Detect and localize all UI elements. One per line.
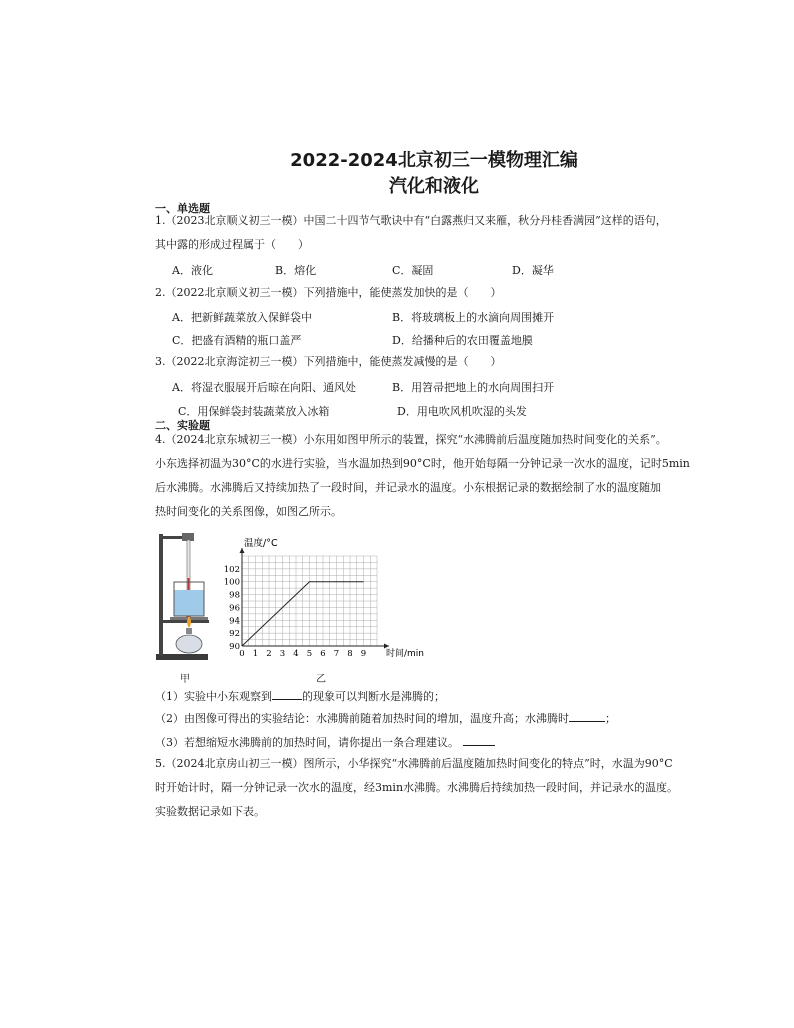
chart-y-tick-label: 90 (229, 642, 240, 652)
q1-option-b: B．熔化 (275, 264, 317, 277)
q4-sub3-text: （3）若想缩短水沸腾前的加热时间，请你提出一条合理建议。 (155, 736, 459, 749)
chart-axes (240, 548, 390, 649)
chart-y-tick-label: 98 (229, 590, 240, 601)
temperature-time-chart (224, 534, 434, 664)
q2-stem: 2.（2022北京顺义初三一模）下列措施中，能使蒸发加快的是（ ） (155, 286, 502, 299)
q4-sub1-answer-blank[interactable] (272, 689, 302, 700)
chart-x-tick-label: 6 (320, 649, 326, 659)
q4-sub2 (155, 711, 616, 726)
q1-stem-line1: 1.（2023北京顺义初三一模）中国二十四节气歌诀中有“白露燕归又来雁，秋分丹桂香满园”这样的语句， (155, 214, 667, 227)
q1-option-d: D．凝华 (512, 264, 554, 277)
q4-stem-line1: 4.（2024北京东城初三一模）小东用如图甲所示的装置，探究“水沸腾前后温度随加热时间变化的关系”。 (155, 433, 667, 446)
chart-ticks (224, 565, 366, 659)
figure-b-label: 乙 (316, 674, 326, 685)
q3-option-a: A．将湿衣服展开后晾在向阳、通风处 (172, 381, 356, 394)
chart-grid (242, 556, 377, 646)
q5-stem-line3: 实验数据记录如下表。 (155, 805, 265, 818)
chart-x-tick-label: 0 (239, 649, 245, 659)
chart-y-tick-label: 100 (224, 577, 240, 588)
q3-stem: 3.（2022北京海淀初三一模）下列措施中，能使蒸发减慢的是（ ） (155, 355, 502, 368)
q4-sub2-prefix: （2）由图像可得出的实验结论：水沸腾前随着加热时间的增加，温度升高；水沸腾时 (155, 712, 569, 725)
q4-stem-line4: 热时间变化的关系图像，如图乙所示。 (155, 505, 342, 518)
chart-x-tick-label: 8 (347, 649, 353, 659)
q2-option-d: D．给播种后的农田覆盖地膜 (392, 334, 533, 347)
q4-sub3-answer-blank[interactable] (463, 735, 495, 746)
chart-y-tick-label: 92 (229, 629, 240, 640)
document-subtitle: 汽化和液化 (389, 176, 479, 197)
boiling-apparatus-figure (152, 528, 214, 666)
chart-x-tick-label: 7 (333, 649, 340, 659)
q2-option-c: C．把盛有酒精的瓶口盖严 (172, 334, 302, 347)
q3-option-b: B．用笤帚把地上的水向周围扫开 (392, 381, 555, 394)
chart-x-tick-label: 4 (293, 649, 299, 659)
chart-x-axis-label: 时间/min (386, 649, 425, 659)
section-experiment: 二、实验题 (155, 419, 210, 432)
q1-option-c: C．凝固 (392, 264, 434, 277)
chart-x-tick-label: 1 (252, 649, 259, 659)
q2-option-b: B．将玻璃板上的水滴向周围摊开 (392, 311, 555, 324)
q5-stem-line1: 5.（2024北京房山初三一模）图所示，小华探究“水沸腾前后温度随加热时间变化的特点”时，水温为90°C (155, 757, 673, 770)
q2-option-a: A．把新鲜蔬菜放入保鲜袋中 (172, 311, 312, 324)
chart-x-tick-label: 5 (306, 649, 313, 659)
chart-x-tick-label: 2 (266, 649, 272, 659)
chart-x-tick-label: 9 (360, 649, 367, 659)
q4-sub2-answer-blank[interactable] (569, 711, 605, 722)
q4-stem-line3: 后水沸腾。水沸腾后又持续加热了一段时间，并记录水的温度。小东根据记录的数据绘制了水的温度随加 (155, 481, 661, 494)
q4-sub3 (155, 735, 495, 750)
figure-a-label: 甲 (180, 674, 190, 685)
chart-y-tick-label: 96 (229, 603, 240, 614)
chart-y-tick-label: 102 (224, 564, 240, 575)
q4-sub2-suffix: ； (605, 712, 616, 725)
q4-stem-line2: 小东选择初温为30°C的水进行实验，当水温加热到90°C时，他开始每隔一分钟记录一次水的温度，记时5min (155, 457, 690, 470)
chart-x-axis-arrow (384, 644, 389, 649)
chart-y-axis-label: 温度/°C (244, 538, 278, 549)
q1-stem-line2: 其中露的形成过程属于（ ） (155, 238, 309, 251)
q1-option-a: A．液化 (172, 264, 213, 277)
q3-option-d: D．用电吹风机吹湿的头发 (397, 405, 527, 418)
q3-option-c: C．用保鲜袋封装蔬菜放入冰箱 (178, 405, 330, 418)
q5-stem-line2: 时开始计时，隔一分钟记录一次水的温度，经3min水沸腾。水沸腾后持续加热一段时间，并记录水的温度。 (155, 781, 679, 794)
q4-sub1-prefix: （1）实验中小东观察到 (155, 690, 272, 703)
section-single-choice: 一、单选题 (155, 202, 210, 215)
q4-sub1-suffix: 的现象可以判断水是沸腾的； (302, 690, 445, 703)
document-title: 2022-2024北京初三一模物理汇编 (290, 150, 578, 171)
chart-x-tick-label: 3 (279, 649, 286, 659)
q4-sub1 (155, 689, 445, 704)
chart-y-tick-label: 94 (229, 616, 240, 627)
